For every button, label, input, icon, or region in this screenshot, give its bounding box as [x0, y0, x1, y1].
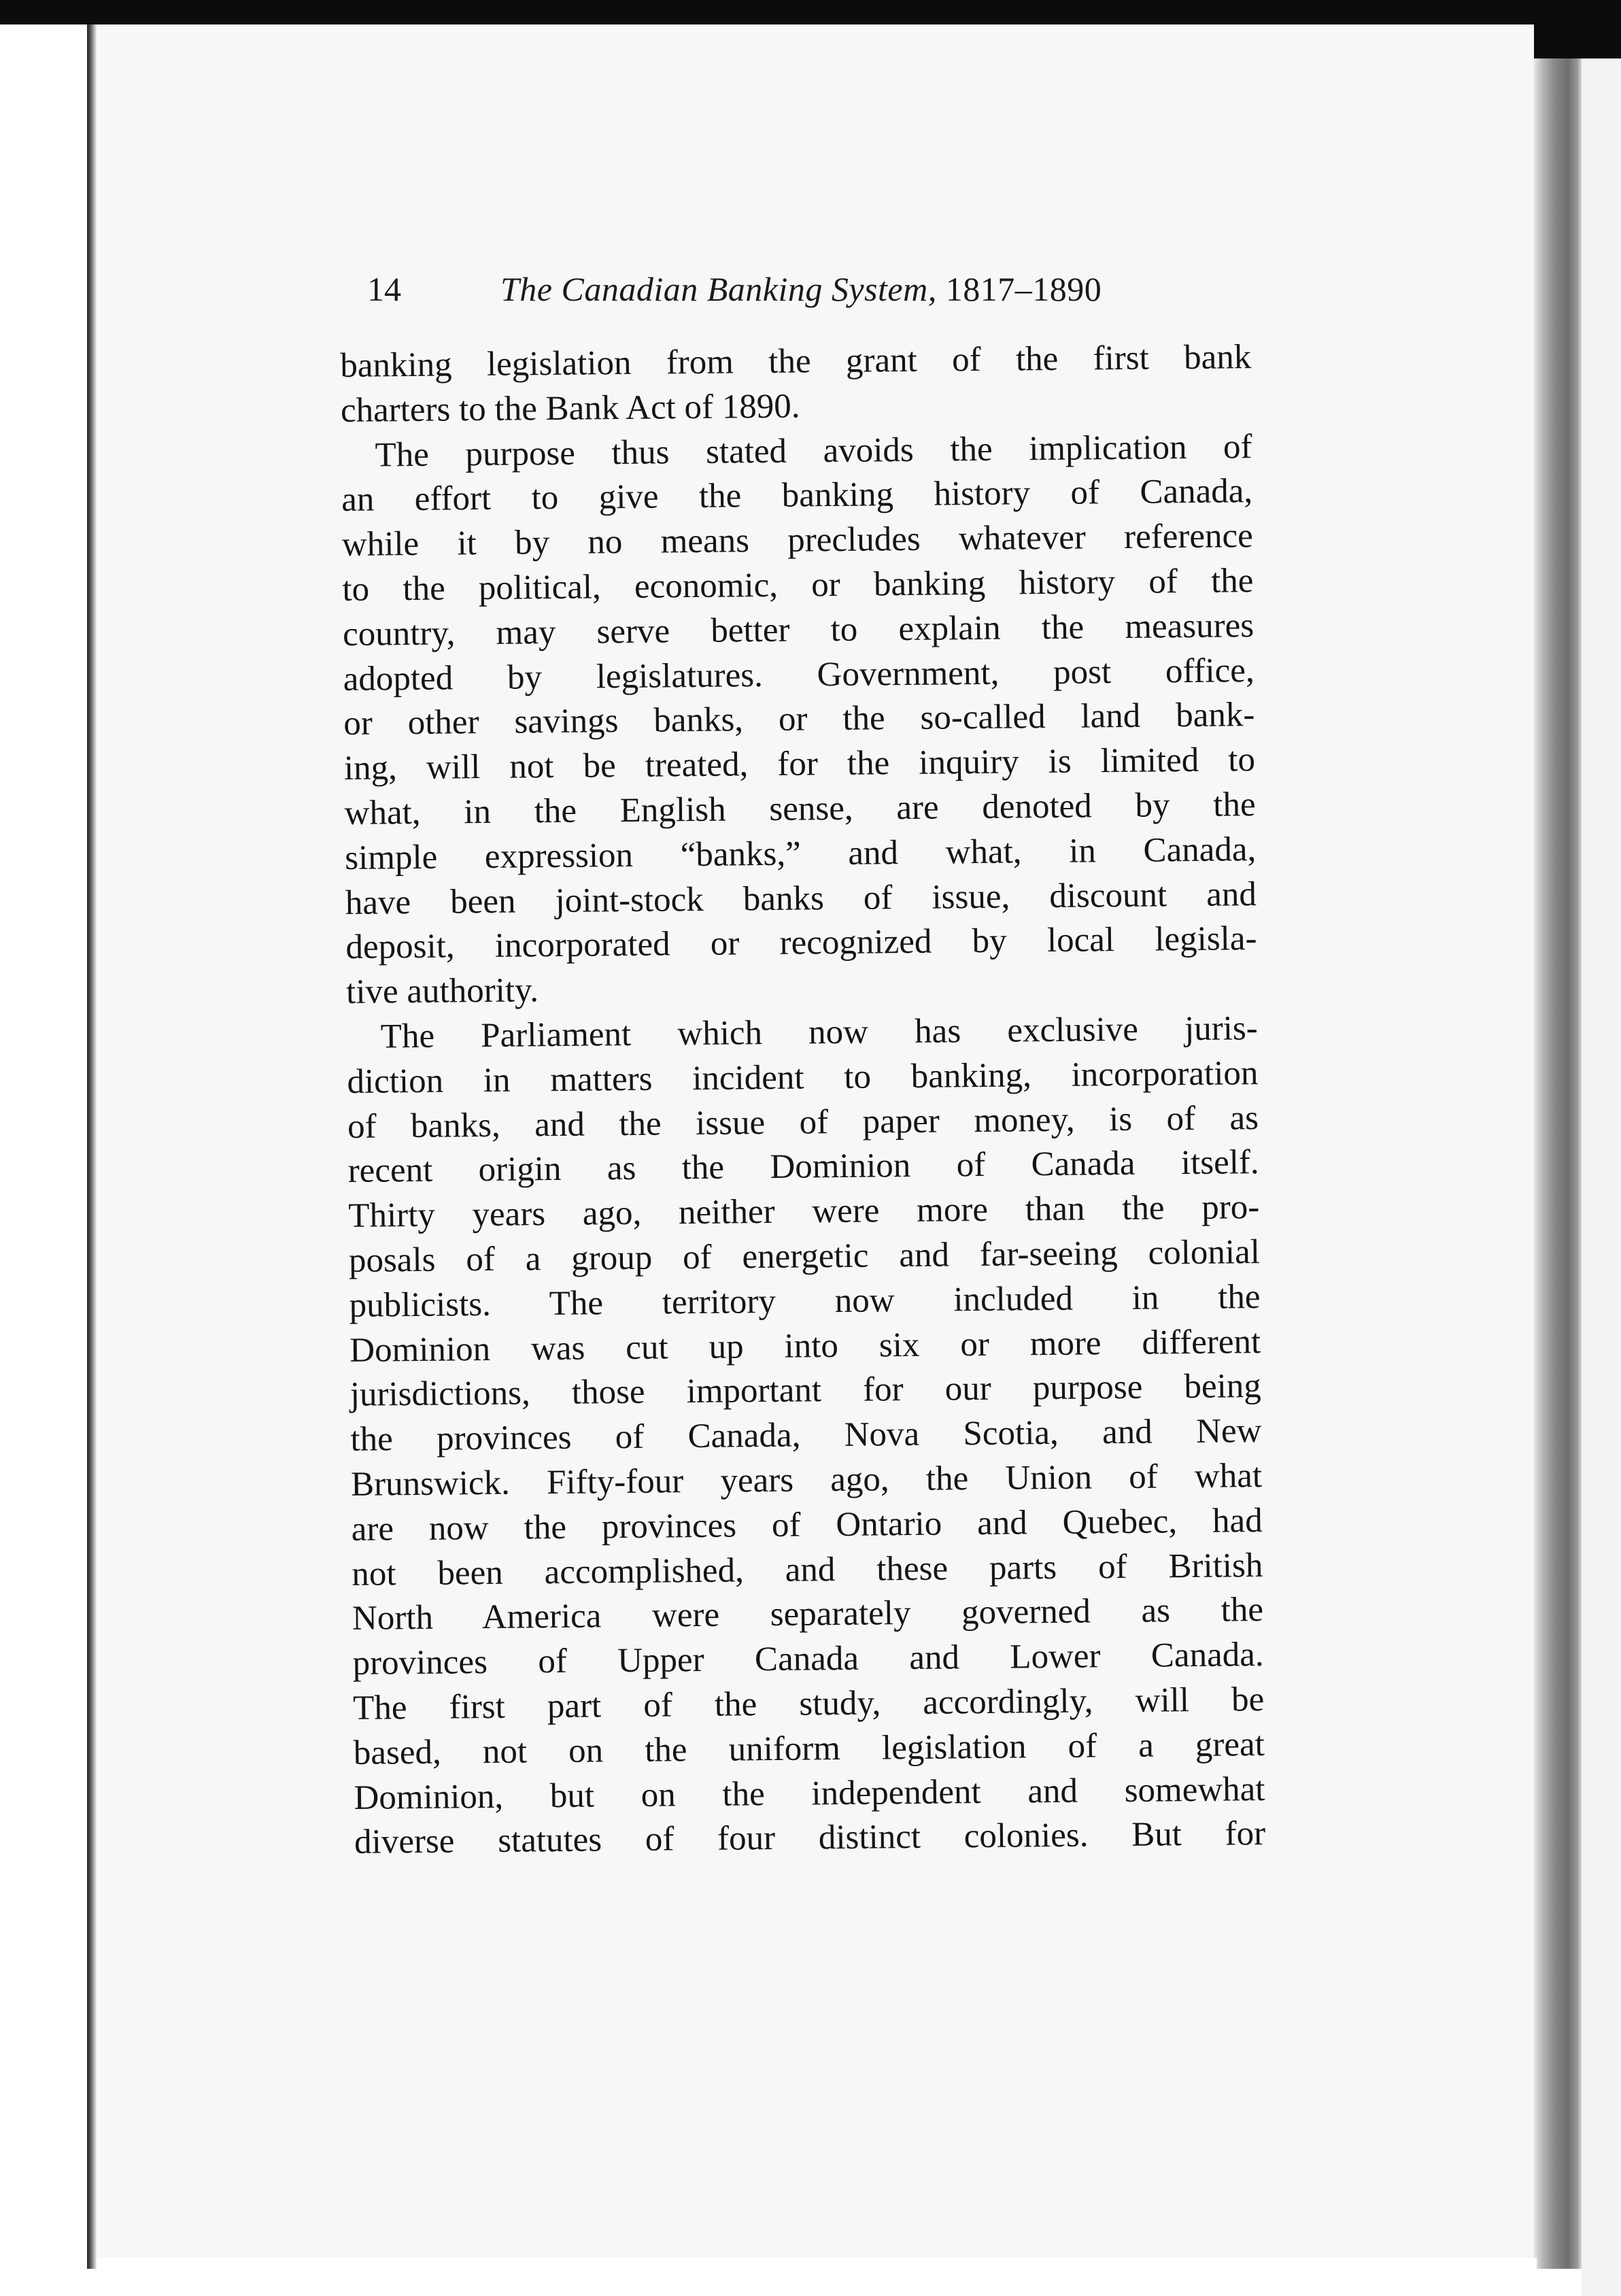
text-line: publicists. The territory now included in the [349, 1277, 1261, 1325]
text-line: The purpose thus stated avoids the implication of [375, 427, 1252, 475]
text-line: tive authority. [345, 971, 539, 1012]
text-line: the provinces of Canada, Nova Scotia, and New [350, 1412, 1262, 1459]
text-line: charters to the Bank Act of 1890. [340, 387, 800, 430]
text-line: to the political, economic, or banking history of the [342, 562, 1254, 609]
text-line: North America were separately governed as the [352, 1591, 1264, 1638]
running-head [367, 269, 1142, 310]
text-line: Dominion, but on the independent and somewhat [354, 1770, 1265, 1817]
next-page-edge [1582, 54, 1621, 2296]
scan-bottom-margin [97, 2258, 1537, 2296]
text-line: deposit, incorporated or recognized by local legisla- [345, 919, 1257, 967]
text-line: recent origin as the Dominion of Canada itself. [347, 1143, 1259, 1191]
text-line: ing, will not be treated, for the inquiry is limited to [343, 741, 1256, 788]
text-line: Dominion was cut up into six or more different [349, 1322, 1261, 1370]
page-right-shadow [1534, 41, 1582, 2269]
running-title [500, 269, 1102, 309]
text-line: The Parliament which now has exclusive juris- [380, 1009, 1258, 1056]
running-title-text: The Canadian Banking System, [500, 270, 937, 308]
text-line: country, may serve better to explain the measures [342, 606, 1255, 654]
text-line: of banks, and the issue of paper money, is of as [347, 1098, 1259, 1146]
text-line: Thirty years ago, neither were more than the pro- [348, 1188, 1260, 1236]
text-line: have been joint-stock banks of issue, discount and [345, 875, 1257, 922]
running-title-years: 1817–1890 [945, 270, 1102, 308]
text-line: an effort to give the banking history of Canada, [341, 472, 1253, 520]
text-line: diverse statutes of four distinct colonies. But for [354, 1814, 1266, 1862]
text-line: diction in matters incident to banking, incorporation [347, 1053, 1259, 1101]
page-number: 14 [367, 270, 401, 308]
scan-top-right-border [1534, 24, 1621, 58]
text-line: The first part of the study, accordingly, will be [352, 1680, 1265, 1727]
text-line: jurisdictions, those important for our purpose being [349, 1367, 1262, 1415]
text-line: not been accomplished, and these parts of British [352, 1546, 1263, 1593]
text-line: Brunswick. Fifty-four years ago, the Union of what [350, 1456, 1263, 1504]
text-line: provinces of Upper Canada and Lower Canada. [352, 1636, 1264, 1683]
text-line: are now the provinces of Ontario and Quebec, had [351, 1501, 1263, 1549]
text-line: posals of a group of energetic and far-seeing colonial [348, 1233, 1261, 1280]
text-line: while it by no means precludes whatever reference [341, 517, 1254, 564]
text-line: simple expression “banks,” and what, in Canada, [344, 830, 1257, 877]
text-line: what, in the English sense, are denoted by the [344, 786, 1256, 832]
scan-top-border [0, 0, 1621, 24]
text-line: banking legislation from the grant of the first bank [340, 338, 1252, 385]
text-line: adopted by legislatures. Government, post office, [343, 651, 1255, 698]
scan-left-margin [0, 0, 87, 2296]
body-text [340, 335, 1265, 1866]
text-line: or other savings banks, or the so-called land bank- [343, 696, 1255, 743]
page-left-edge [87, 24, 97, 2269]
text-line: based, not on the uniform legislation of a great [353, 1725, 1265, 1772]
